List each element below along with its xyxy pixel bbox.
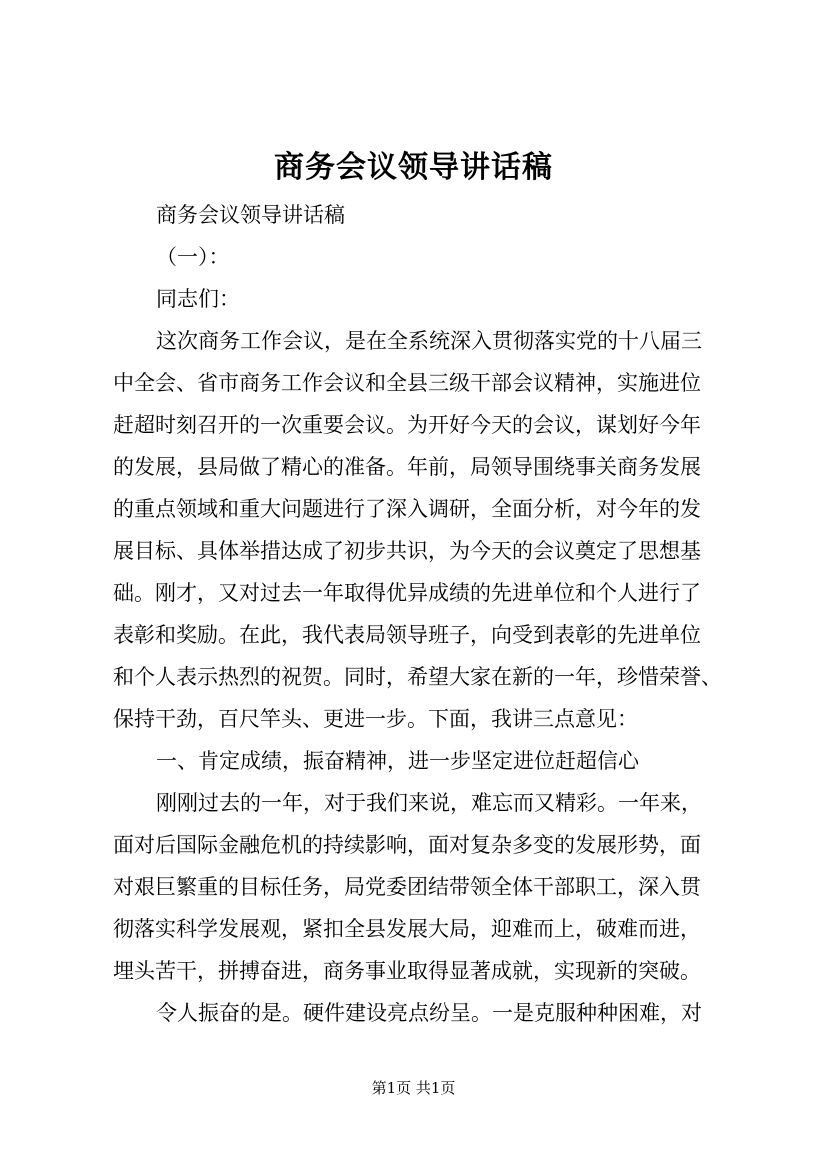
paragraph-line: 和个人表示热烈的祝贺。同时，希望大家在新的一年，珍惜荣誉、 <box>113 665 722 689</box>
paragraph-line: 埋头苦干，拼搏奋进，商务事业取得显著成就，实现新的突破。 <box>113 959 701 983</box>
document-body <box>113 194 743 1034</box>
paragraph-line: 令人振奋的是。硬件建设亮点纷呈。一是克服种种困难，对 <box>156 1001 702 1025</box>
document-title: 商务会议领导讲话稿 <box>274 150 553 185</box>
paragraph-line: 保持干劲，百尺竿头、更进一步。下面，我讲三点意见： <box>113 707 638 731</box>
section-number-line: （一）： <box>156 245 230 269</box>
section-heading-line: 一、肯定成绩，振奋精神，进一步坚定进位赶超信心 <box>156 749 639 773</box>
paragraph-line: 彻落实科学发展观，紧扣全县发展大局，迎难而上，破难而进， <box>113 917 701 941</box>
salutation-line: 同志们： <box>156 287 240 311</box>
paragraph-line: 面对后国际金融危机的持续影响，面对复杂多变的发展形势，面 <box>113 833 701 857</box>
paragraph-line: 中全会、省市商务工作会议和全县三级干部会议精神，实施进位 <box>113 371 701 395</box>
paragraph-line: 的发展，县局做了精心的准备。年前，局领导围绕事关商务发展 <box>113 455 701 479</box>
paragraph-line: 赶超时刻召开的一次重要会议。为开好今天的会议，谋划好今年 <box>113 413 701 437</box>
subtitle-line: 商务会议领导讲话稿 <box>156 203 345 227</box>
paragraph-line: 的重点领域和重大问题进行了深入调研，全面分析，对今年的发 <box>113 497 701 521</box>
paragraph-line: 表彰和奖励。在此，我代表局领导班子，向受到表彰的先进单位 <box>113 623 701 647</box>
paragraph-line: 刚刚过去的一年，对于我们来说，难忘而又精彩。一年来， <box>156 791 702 815</box>
paragraph-line: 展目标、具体举措达成了初步共识，为今天的会议奠定了思想基 <box>113 539 701 563</box>
paragraph-line: 这次商务工作会议，是在全系统深入贯彻落实党的十八届三 <box>156 329 702 353</box>
paragraph-line: 础。刚才，又对过去一年取得优异成绩的先进单位和个人进行了 <box>113 581 701 605</box>
paragraph-line: 对艰巨繁重的目标任务，局党委团结带领全体干部职工，深入贯 <box>113 875 701 899</box>
page-footer: 第1页 共1页 <box>371 1079 456 1097</box>
